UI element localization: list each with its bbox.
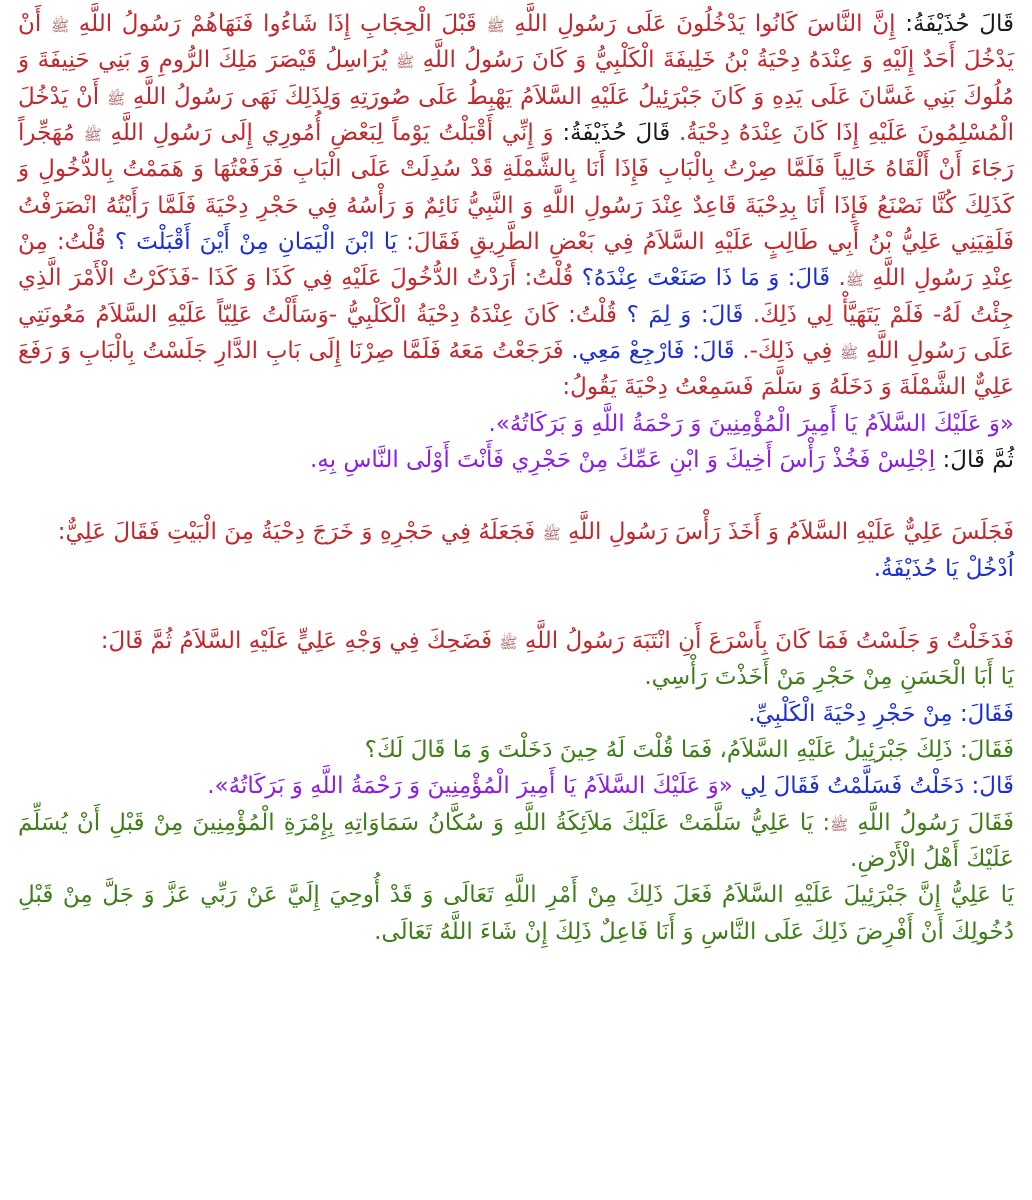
text-run: إِنَّ النَّاسَ كَانُوا يَدْخُلُونَ عَلَى رَسُولِ اللَّهِ [504,11,896,37]
text-run: يَا أَبَا الْحَسَنِ مِنْ حَجْرِ مَنْ أَخَذْتَ رَأْسِي. [644,664,1014,691]
paragraph [18,514,1014,550]
text-run: أَنْ يَدْخُلَ أَحَدٌ إِلَيْهِ وَ عِنْدَهُ دِحْيَةُ بْنُ خَلِيفَةَ الْكَلْبِيُّ وَ كَانَ رَسُولُ اللَّهِ [18,11,1015,74]
text-run: قَالَ حُذَيْفَةُ: [553,119,671,146]
text-run: فَجَعَلَهُ فِي حَجْرِهِ وَ خَرَجَ دِحْيَةُ مِنَ الْبَيْتِ فَقَالَ عَلِيٌّ: [57,519,543,546]
section-gap [18,587,1014,623]
text-run: قُلْتُ: كَانَ عِنْدَهُ دِحْيَةُ الْكَلْبِيُّ -وَسَأَلْتُ عَلِيّاً عَلَيْهِ السَّلاَمُ مَعُونَتِي عَلَى رَسُولِ اللَّهِ [18,301,1014,364]
text-run: يَا عَلِيُّ إِنَّ جَبْرَئِيلَ عَلَيْهِ السَّلاَمُ فَعَلَ ذَلِكَ مِنْ أَمْرِ اللَّهِ تَعَالَى وَ قَدْ أُوحِيَ إِلَيَّ عَنْ رَبِّي عَزَّ وَ جَلَّ مِنْ قَبْلِ دُخُولِكَ أَنْ أَفْرِضَ ذَلِكَ عَلَى النَّاسِ وَ أَنَا فَاعِلٌ ذَلِكَ إِنْ شَاءَ اللَّهُ تَعَالَى. [18,882,1014,945]
text-run: قَالَ: دَخَلْتُ فَسَلَّمْتُ فَقَالَ لِي [732,773,1014,800]
text-run: قَالَ: وَ مَا ذَا صَنَعْتَ عِنْدَهُ؟ [573,265,831,292]
salawat-ligature: ﷺ [542,525,561,544]
text-run: «وَ عَلَيْكَ السَّلاَمُ يَا أَمِيرَ الْمُؤْمِنِينَ وَ رَحْمَةُ اللَّهِ وَ بَرَكَاتُهُ». [488,410,1014,437]
text-run: : يَا عَلِيُّ سَلَّمَتْ عَلَيْكَ مَلاَئِكَةُ اللَّهِ وَ سُكَّانُ سَمَاوَاتِهِ بِإِمْرَةِ الْمُؤْمِنِينَ مِنْ قَبْلِ أَنْ يُسَلِّمَ عَلَيْكَ أَهْلُ الْأَرْضِ. [18,809,1014,872]
text-run: قُلْتُ: أَرَدْتُ الدُّخُولَ عَلَيْهِ فِي كَذَا وَ كَذَا -فَذَكَرْتُ الْأَمْرَ الَّذِي جِئْتُ لَهُ- فَلَمْ يَتَهَيَّأْ لِي ذَلِكَ. [18,265,1014,328]
salawat-ligature: ﷺ [83,125,102,144]
text-run: وَ إِنِّي أَقْبَلْتُ يَوْماً لِبَعْضِ أُمُورِي إِلَى رَسُولِ اللَّهِ [101,119,554,146]
paragraph [18,659,1014,695]
text-run: ثُمَّ قَالَ: [935,446,1014,473]
salawat-ligature: ﷺ [396,53,415,72]
salawat-ligature: ﷺ [499,633,518,652]
text-run: اُدْخُلْ يَا حُذَيْفَةُ. [873,555,1014,582]
paragraph [18,768,1014,804]
text-run: فَقَالَ: مِنْ حَجْرِ دِحْيَةَ الْكَلْبِيِّ. [748,700,1014,727]
text-run: فَدَخَلْتُ وَ جَلَسْتُ فَمَا كَانَ بِأَسْرَعَ أَنِ انْتَبَهَ رَسُولُ اللَّهِ [517,627,1014,654]
salawat-ligature: ﷺ [845,271,864,290]
salawat-ligature: ﷺ [830,815,849,834]
text-run: قَبْلَ الْحِجَابِ إِذَا شَاءُوا فَنَهَاهُمْ رَسُولُ اللَّهِ [69,11,487,37]
text-run: فَقَالَ: ذَلِكَ جَبْرَئِيلُ عَلَيْهِ السَّلاَمُ، فَمَا قُلْتَ لَهُ حِينَ دَخَلْتَ وَ مَا قَالَ لَكَ؟ [364,736,1014,763]
text-run: فِي ذَلِكَ-. [734,337,841,364]
text-run: اِجْلِسْ فَخُذْ رَأْسَ أَخِيكَ وَ ابْنِ عَمِّكَ مِنْ حَجْرِي فَأَنْتَ أَوْلَى النَّاسِ بِهِ. [309,446,936,473]
paragraph [18,732,1014,768]
paragraph [18,406,1014,442]
paragraph [18,442,1014,478]
text-run: مُهَجِّراً رَجَاءَ أَنْ أَلْقَاهُ خَالِياً فَلَمَّا صِرْتُ بِالْبَابِ فَإِذَا أَنَا بِالشَّمْلَةِ قَدْ سُدِلَتْ عَلَى الْبَابِ فَرَفَعْتُهَا وَ هَمَمْتُ بِالدُّخُولِ وَ كَذَلِكَ كُنَّا نَصْنَعُ فَإِذَا أَنَا بِدِحْيَةَ قَاعِدٌ عِنْدَ رَسُولِ اللَّهِ وَ النَّبِيُّ نَائِمٌ وَ رَأْسُهُ فِي حَجْرِ دِحْيَةَ فَلَمَّا رَأَيْتُهُ انْصَرَفْتُ فَلَقِيَنِي عَلِيُّ بْنُ أَبِي طَالِبٍ عَلَيْهِ السَّلاَمُ فِي بَعْضِ الطَّرِيقِ فَقَالَ: [18,119,1014,255]
paragraph [18,805,1014,878]
text-run: أَنْ يَدْخُلَ الْمُسْلِمُونَ عَلَيْهِ إِذَا كَانَ عِنْدَهُ دِحْيَةُ. [18,83,1014,146]
text-run: فَجَلَسَ عَلِيٌّ عَلَيْهِ السَّلاَمُ وَ أَخَذَ رَأْسَ رَسُولِ اللَّهِ [560,519,1014,546]
salawat-ligature: ﷺ [50,17,70,35]
text-run: قُلْتُ: مِنْ عِنْدِ رَسُولِ اللَّهِ [18,228,1014,292]
text-run: قَالَ حُذَيْفَةُ: [895,11,1014,37]
text-run: . [830,265,846,292]
paragraph [18,877,1014,950]
text-run: يُرَاسِلُ قَيْصَرَ مَلِكَ الرُّومِ وَ بَنِي حَنِيفَةَ وَ مُلُوكَ بَنِي غَسَّانَ عَلَى يَدِهِ وَ كَانَ جَبْرَئِيلُ عَلَيْهِ السَّلاَمُ يَهْبِطُ عَلَى صُورَتِهِ وَلِذَلِكَ نَهَى رَسُولُ اللَّهِ [18,47,1014,110]
text-run: «وَ عَلَيْكَ السَّلاَمُ يَا أَمِيرَ الْمُؤْمِنِينَ وَ رَحْمَةُ اللَّهِ وَ بَرَكَاتُهُ». [207,773,733,800]
text-run: فَقَالَ رَسُولُ اللَّهِ [848,809,1014,836]
text-run: قَالَ: فَارْجِعْ مَعِي. [563,337,735,364]
text-run: قَالَ: وَ لِمَ ؟ [617,301,744,328]
paragraph [18,6,1014,406]
paragraph [18,696,1014,732]
salawat-ligature: ﷺ [486,17,505,35]
paragraph [18,551,1014,587]
section-gap [18,478,1014,514]
text-run: يَا ابْنَ الْيَمَانِ مِنْ أَيْنَ أَقْبَلْتَ ؟ [105,228,398,255]
text-run: فَضَحِكَ فِي وَجْهِ عَلِيٍّ عَلَيْهِ السَّلاَمُ ثُمَّ قَالَ: [100,627,500,654]
salawat-ligature: ﷺ [106,89,126,108]
paragraph [18,623,1014,659]
text-run: فَرَجَعْتُ مَعَهُ فَلَمَّا صِرْنَا إِلَى بَابِ الدَّارِ جَلَسْتُ بِالْبَابِ وَ رَفَعَ عَلِيٌّ الشَّمْلَةَ وَ دَخَلَهُ وَ سَلَّمَ فَسَمِعْتُ دِحْيَةَ يَقُولُ: [18,337,1014,401]
salawat-ligature: ﷺ [840,343,859,362]
